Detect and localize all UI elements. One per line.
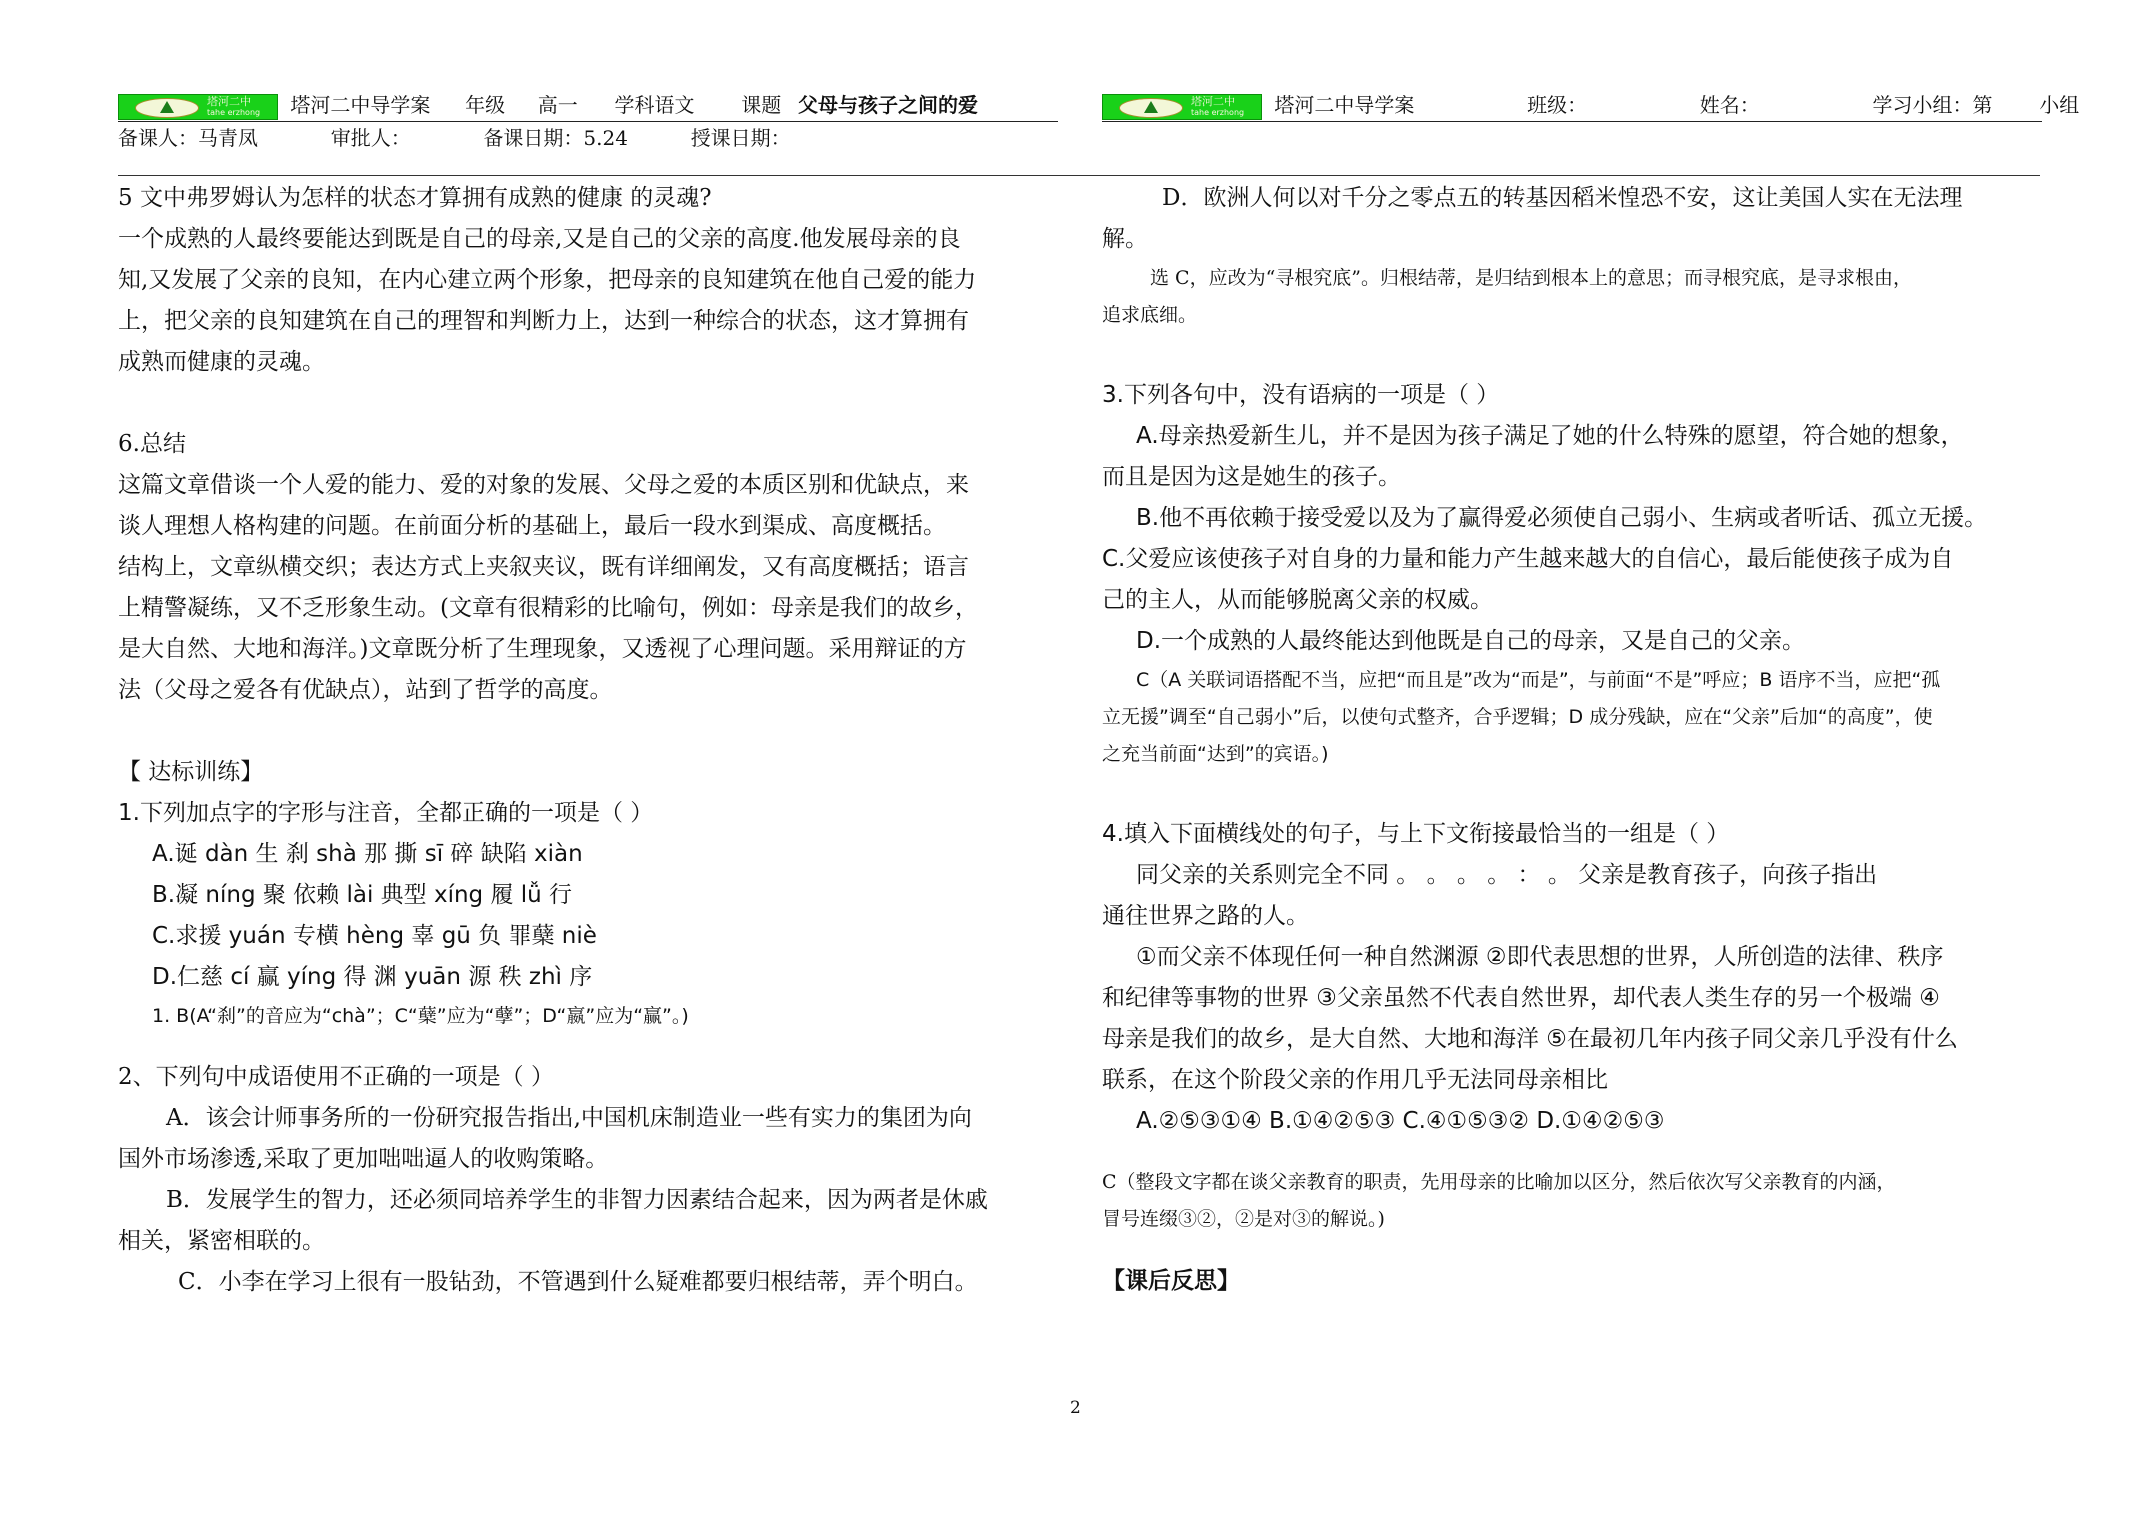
q4-sentence-list: 母亲是我们的故乡，是大自然、大地和海洋 ⑤在最初几年内孩子同父亲几乎没有什么 bbox=[1102, 1026, 1958, 1052]
preparer: 备课人：马青凤 bbox=[118, 126, 258, 150]
teach-date: 授课日期： bbox=[690, 126, 791, 150]
tree-icon bbox=[160, 101, 174, 113]
logo-subtext: tahe erzhong bbox=[1191, 107, 1245, 117]
school-logo bbox=[118, 94, 278, 120]
q4-options: A.②⑤③①④ B.①④②⑤③ C.④①⑤③② D.①④②⑤③ bbox=[1136, 1108, 1665, 1134]
header-right bbox=[1102, 88, 2080, 122]
group-label: 学习小组：第 bbox=[1872, 93, 1993, 117]
q3-answer-cont: 之充当前面“达到”的宾语。) bbox=[1102, 743, 1329, 765]
q2-option-d-cont: 解。 bbox=[1102, 226, 1148, 252]
logo-text: 塔河二中 bbox=[1191, 94, 1235, 108]
header-divider bbox=[118, 175, 2040, 176]
q5-title: 5 文中弗罗姆认为怎样的状态才算拥有成熟的健康 的灵魂? bbox=[118, 185, 712, 211]
q4-sentence-list: ①而父亲不体现任何一种自然渊源 ②即代表思想的世界，人所创造的法律、秩序 bbox=[1136, 944, 1944, 970]
school-name: 塔河二中导学案 bbox=[290, 93, 431, 117]
q1-option-c: C.求援 yuán 专横 hèng 辜 gū 负 罪蘖 niè bbox=[152, 923, 597, 949]
q4-question: 4.填入下面横线处的句子，与上下文衔接最恰当的一组是（ ） bbox=[1102, 821, 1730, 847]
q3-option-a-cont: 而且是因为这是她生的孩子。 bbox=[1102, 464, 1401, 490]
q3-option-c-cont: 己的主人，从而能够脱离父亲的权威。 bbox=[1102, 587, 1493, 613]
left-column bbox=[118, 178, 1068, 1303]
summary-line: 谈人理想人格构建的问题。在前面分析的基础上，最后一段水到渠成、高度概括。 bbox=[118, 513, 946, 539]
name-label: 姓名： bbox=[1699, 93, 1760, 117]
subject: 学科语文 bbox=[614, 93, 695, 117]
q4-answer-cont: 冒号连缀③②，②是对③的解说。) bbox=[1102, 1208, 1385, 1230]
q2-question: 2、下列句中成语使用不正确的一项是（ ） bbox=[118, 1064, 554, 1090]
q2-answer-cont: 追求底细。 bbox=[1102, 304, 1198, 326]
q2-option-b-cont: 相关，紧密相联的。 bbox=[118, 1228, 325, 1254]
q1-answer: 1. B(A“刹”的音应为“chà”；C“蘖”应为“孽”；D“嬴”应为“赢”。) bbox=[152, 1005, 689, 1027]
q2-option-b: B．发展学生的智力，还必须同培养学生的非智力因素结合起来，因为两者是休戚 bbox=[166, 1187, 988, 1213]
q3-option-a: A.母亲热爱新生儿，并不是因为孩子满足了她的什么特殊的愿望，符合她的想象， bbox=[1136, 423, 1964, 449]
logo-text: 塔河二中 bbox=[207, 94, 251, 108]
q4-passage-cont: 通往世界之路的人。 bbox=[1102, 903, 1309, 929]
topic-title: 父母与孩子之间的爱 bbox=[797, 93, 978, 117]
q2-answer: 选 C，应改为“寻根究底”。归根结蒂，是归结到根本上的意思；而寻根究底，是寻求根由， bbox=[1150, 267, 1913, 289]
summary-line: 这篇文章借谈一个人爱的能力、爱的对象的发展、父母之爱的本质区别和优缺点，来 bbox=[118, 472, 969, 498]
q3-option-c: C.父爱应该使孩子对自身的力量和能力产生越来越大的自信心，最后能使孩子成为自 bbox=[1102, 546, 1954, 572]
reflection-title: 【课后反思】 bbox=[1102, 1267, 1240, 1294]
q2-option-d: D．欧洲人何以对千分之零点五的转基因稻米惶恐不安，这让美国人实在无法理 bbox=[1162, 185, 1963, 211]
school-name: 塔河二中导学案 bbox=[1274, 93, 1415, 117]
q4-answer: C（整段文字都在谈父亲教育的职责，先用母亲的比喻加以区分，然后依次写父亲教育的内涵， bbox=[1102, 1171, 1896, 1193]
summary-line: 结构上，文章纵横交织；表达方式上夹叙夹议，既有详细阐发，又有高度概括；语言 bbox=[118, 554, 969, 580]
q2-option-a: A．该会计师事务所的一份研究报告指出,中国机床制造业一些有实力的集团为向 bbox=[166, 1105, 972, 1131]
summary-title: 6.总结 bbox=[118, 431, 186, 457]
summary-line: 法（父母之爱各有优缺点），站到了哲学的高度。 bbox=[118, 677, 613, 703]
q2-option-a-cont: 国外市场渗透,采取了更加咄咄逼人的收购策略。 bbox=[118, 1146, 609, 1172]
group-suffix: 小组 bbox=[2039, 93, 2080, 117]
q4-sentence-list: 和纪律等事物的世界 ③父亲虽然不代表自然世界，却代表人类生存的另一个极端 ④ bbox=[1102, 985, 1940, 1011]
right-column bbox=[1102, 178, 2042, 1301]
page-number: 2 bbox=[1070, 1398, 1081, 1418]
header-left bbox=[118, 88, 1058, 122]
q2-option-c: C．小李在学习上很有一股钻劲，不管遇到什么疑难都要归根结蒂，弄个明白。 bbox=[178, 1269, 978, 1295]
training-title: 【 达标训练】 bbox=[118, 759, 264, 785]
q1-option-b: B.凝 níng 聚 依赖 lài 典型 xíng 履 lǚ 行 bbox=[152, 882, 573, 908]
q1-option-a: A.诞 dàn 生 刹 shà 那 撕 sī 碎 缺陷 xiàn bbox=[152, 841, 583, 867]
q3-question: 3.下列各句中，没有语病的一项是（ ） bbox=[1102, 382, 1500, 408]
prep-date: 备课日期：5.24 bbox=[483, 126, 628, 150]
q3-option-b: B.他不再依赖于接受爱以及为了赢得爱必须使自己弱小、生病或者听话、孤立无援。 bbox=[1136, 505, 1988, 531]
q1-option-d: D.仁慈 cí 赢 yíng 得 渊 yuān 源 秩 zhì 序 bbox=[152, 964, 593, 990]
summary-line: 上精警凝练，又不乏形象生动。(文章有很精彩的比喻句，例如：母亲是我们的故乡， bbox=[118, 595, 978, 621]
tree-icon bbox=[1144, 101, 1158, 113]
q3-option-d: D.一个成熟的人最终能达到他既是自己的母亲，又是自己的父亲。 bbox=[1136, 628, 1806, 654]
q5-answer-line: 成熟而健康的灵魂。 bbox=[118, 349, 325, 375]
reviewer: 审批人： bbox=[330, 126, 411, 150]
grade-label: 年级 bbox=[465, 93, 506, 117]
summary-line: 是大自然、大地和海洋。)文章既分析了生理现象，又透视了心理问题。采用辩证的方 bbox=[118, 636, 967, 662]
q4-passage: 同父亲的关系则完全不同 。 。 。 。 ： 。 父亲是教育孩子，向孩子指出 bbox=[1136, 862, 1878, 888]
q3-answer-cont: 立无援”调至“自己弱小”后，以使句式整齐，合乎逻辑；D 成分残缺，应在“父亲”后加“的高度”，使 bbox=[1102, 706, 1933, 728]
class-label: 班级： bbox=[1527, 93, 1588, 117]
q4-sentence-list: 联系，在这个阶段父亲的作用几乎无法同母亲相比 bbox=[1102, 1067, 1608, 1093]
school-logo-right bbox=[1102, 94, 1262, 120]
q5-answer-line: 上，把父亲的良知建筑在自己的理智和判断力上，达到一种综合的状态，这才算拥有 bbox=[118, 308, 969, 334]
q5-answer-line: 一个成熟的人最终要能达到既是自己的母亲,又是自己的父亲的高度.他发展母亲的良 bbox=[118, 226, 961, 252]
q1-question: 1.下列加点字的字形与注音，全都正确的一项是（ ） bbox=[118, 800, 654, 826]
topic-label: 课题 bbox=[741, 93, 782, 117]
q5-answer-line: 知,又发展了父亲的良知，在内心建立两个形象，把母亲的良知建筑在他自己爱的能力 bbox=[118, 267, 977, 293]
grade-value: 高一 bbox=[537, 93, 578, 117]
q3-answer: C（A 关联词语搭配不当，应把“而且是”改为“而是”，与前面“不是”呼应；B 语序不当，应把“孤 bbox=[1136, 669, 1941, 691]
logo-subtext: tahe erzhong bbox=[207, 107, 261, 117]
prep-info bbox=[118, 122, 791, 154]
